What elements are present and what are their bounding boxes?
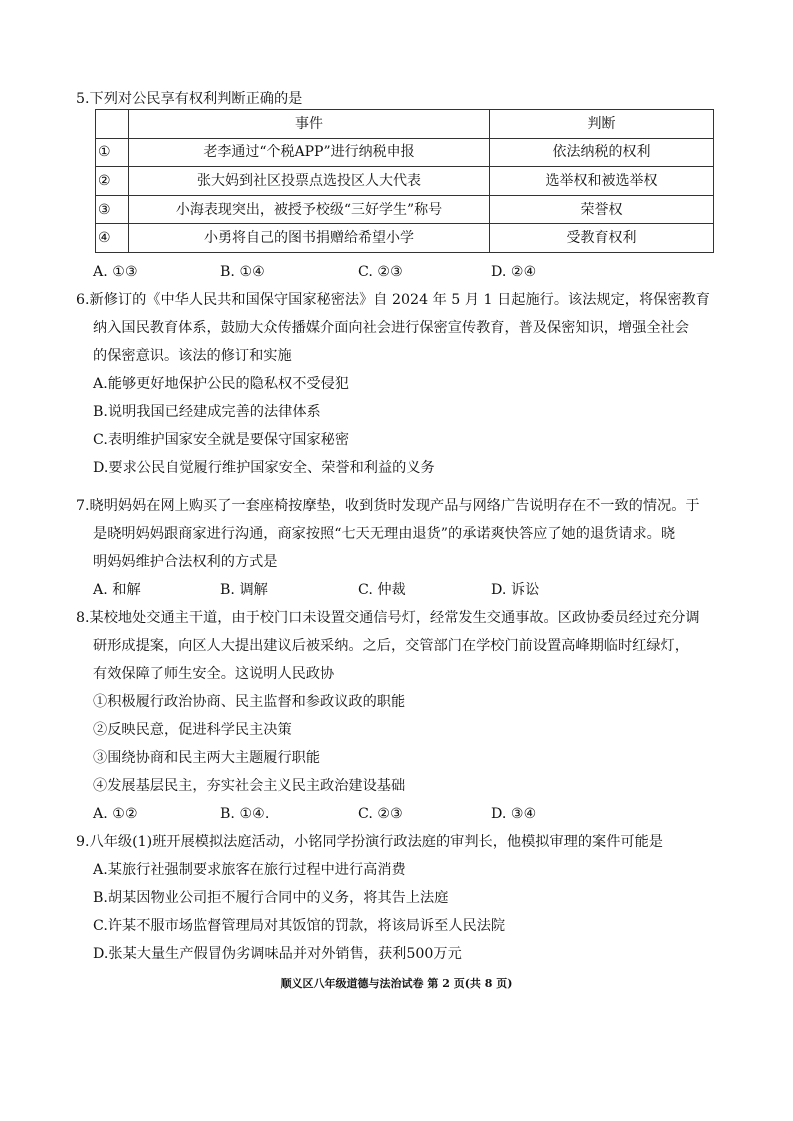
- q6-stem-line-1: 6.新修订的《中华人民共和国保守国家秘密法》自 2024 年 5 月 1 日起施行。该法规定，将保密教育: [76, 292, 710, 308]
- table-row: [96, 167, 714, 196]
- q7-option-a[interactable]: A. 和解: [93, 582, 141, 598]
- q9-stem-line-1: 9.八年级(1)班开展模拟法庭活动，小铭同学扮演行政法庭的审判长，他模拟审理的案件可能是: [76, 834, 663, 850]
- q9-option-b[interactable]: B.胡某因物业公司拒不履行合同中的义务，将其告上法庭: [93, 890, 449, 906]
- q5-stem: 5.下列对公民享有权利判断正确的是: [76, 91, 303, 107]
- q7-option-c[interactable]: C. 仲裁: [358, 582, 406, 598]
- q6-option-b[interactable]: B.说明我国已经建成完善的法律体系: [93, 404, 321, 420]
- table-cell: 依法纳税的权利: [490, 138, 714, 167]
- q7-option-d[interactable]: D. 诉讼: [491, 582, 540, 598]
- table-header-cell: 判断: [490, 110, 714, 139]
- table-cell: 荣誉权: [490, 195, 714, 224]
- q8-option-c[interactable]: C. ②③: [358, 806, 403, 822]
- table-cell: ①: [96, 138, 129, 167]
- q8-item-4: ④发展基层民主，夯实社会主义民主政治建设基础: [93, 778, 406, 794]
- table-row: [96, 195, 714, 224]
- q9-option-c[interactable]: C.许某不服市场监督管理局对其饭馆的罚款，将该局诉至人民法院: [93, 918, 506, 934]
- q5-options: [93, 262, 693, 282]
- q9-option-a[interactable]: A.某旅行社强制要求旅客在旅行过程中进行高消费: [93, 862, 406, 878]
- q7-stem-line-1: 7.晓明妈妈在网上购买了一套座椅按摩垫，收到货时发现产品与网络广告说明存在不一致的情况。于: [76, 498, 700, 514]
- table-cell: 张大妈到社区投票点选投区人大代表: [129, 167, 490, 196]
- table-header-cell: 事件: [129, 110, 490, 139]
- q6-option-a[interactable]: A.能够更好地保护公民的隐私权不受侵犯: [93, 376, 349, 392]
- q8-stem-line-3: 有效保障了师生安全。这说明人民政协: [93, 666, 335, 682]
- q5-table: [95, 109, 714, 253]
- q6-stem-line-2: 纳入国民教育体系，鼓励大众传播媒介面向社会进行保密宣传教育，普及保密知识，增强全社会: [93, 320, 689, 336]
- page-footer: 顺义区八年级道德与法治试卷 第 2 页(共 8 页): [280, 977, 513, 990]
- table-header-row: [96, 110, 714, 139]
- table-cell: ②: [96, 167, 129, 196]
- q6-option-c[interactable]: C.表明维护国家安全就是要保守国家秘密: [93, 432, 350, 448]
- q8-item-1: ①积极履行政治协商、民主监督和参政议政的职能: [93, 694, 406, 710]
- table-row: [96, 138, 714, 167]
- table-cell: 选举权和被选举权: [490, 167, 714, 196]
- q7-stem-line-3: 明妈妈维护合法权利的方式是: [93, 554, 278, 570]
- q6-option-d[interactable]: D.要求公民自觉履行维护国家安全、荣誉和利益的义务: [93, 460, 435, 476]
- q8-stem-line-1: 8.某校地处交通主干道，由于校门口未设置交通信号灯，经常发生交通事故。区政协委员经过充分调: [76, 610, 700, 626]
- q7-option-b[interactable]: B. 调解: [220, 582, 268, 598]
- table-cell: 老李通过“个税APP”进行纳税申报: [129, 138, 490, 167]
- q6-stem-line-3: 的保密意识。该法的修订和实施: [93, 348, 292, 364]
- q7-stem-line-2: 是晓明妈妈跟商家进行沟通，商家按照“七天无理由退货”的承诺爽快答应了她的退货请求。晓: [93, 526, 676, 542]
- q8-item-3: ③围绕协商和民主两大主题履行职能: [93, 750, 321, 766]
- q8-options: [93, 804, 693, 824]
- q8-option-d[interactable]: D. ③④: [491, 806, 537, 822]
- q5-option-c[interactable]: C. ②③: [358, 264, 403, 280]
- table-cell: ④: [96, 224, 129, 253]
- table-row: [96, 224, 714, 253]
- q5-option-b[interactable]: B. ①④: [220, 264, 265, 280]
- table-cell: 受教育权利: [490, 224, 714, 253]
- q8-stem-line-2: 研形成提案，向区人大提出建议后被采纳。之后，交管部门在学校门前设置高峰期临时红绿灯，: [93, 638, 689, 654]
- table-cell: 小勇将自己的图书捐赠给希望小学: [129, 224, 490, 253]
- table-cell: ③: [96, 195, 129, 224]
- q5-option-d[interactable]: D. ②④: [491, 264, 537, 280]
- q9-option-d[interactable]: D.张某大量生产假冒伪劣调味品并对外销售，获利500万元: [93, 946, 462, 962]
- q7-options: [93, 580, 693, 600]
- q5-option-a[interactable]: A. ①③: [93, 264, 138, 280]
- q8-option-b[interactable]: B. ①④.: [220, 806, 270, 822]
- table-header-cell: [96, 110, 129, 139]
- q8-item-2: ②反映民意，促进科学民主决策: [93, 722, 292, 738]
- table-cell: 小海表现突出，被授予校级“三好学生”称号: [129, 195, 490, 224]
- q8-option-a[interactable]: A. ①②: [93, 806, 138, 822]
